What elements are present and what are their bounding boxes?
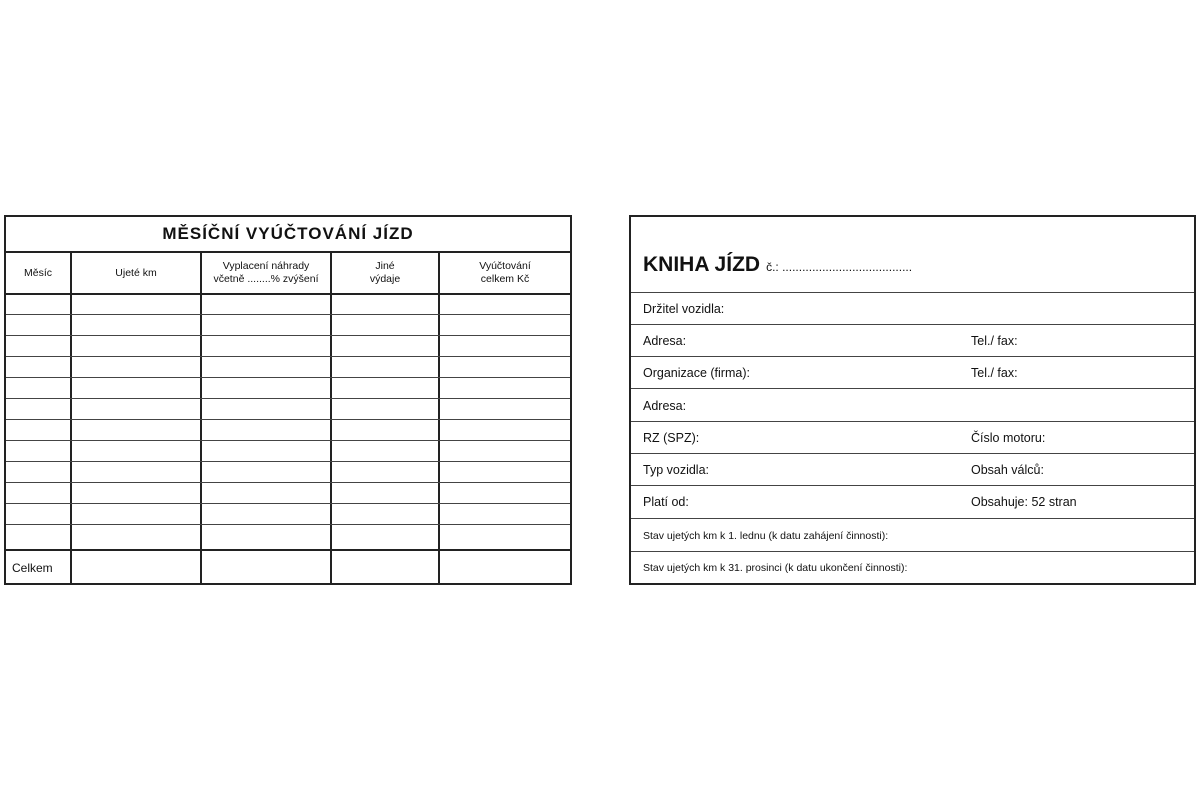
table-row xyxy=(6,335,570,336)
field-organization: Organizace (firma): xyxy=(643,366,750,380)
header-month-label: Měsíc xyxy=(23,266,52,279)
logbook-cover-form xyxy=(629,215,1196,585)
form-divider xyxy=(631,421,1194,422)
table-row xyxy=(6,356,570,357)
table-row xyxy=(6,461,570,462)
field-telfax-1: Tel./ fax: xyxy=(971,334,1018,348)
field-telfax-2: Tel./ fax: xyxy=(971,366,1018,380)
monthly-accounting-form xyxy=(4,215,572,585)
table-row xyxy=(6,503,570,504)
table-row xyxy=(6,377,570,378)
form-divider xyxy=(631,485,1194,486)
column-divider xyxy=(438,253,440,583)
header-compensation-line2: včetně ........% zvýšení xyxy=(213,273,319,285)
form-divider xyxy=(631,388,1194,389)
table-row xyxy=(6,440,570,441)
table-header xyxy=(6,253,570,295)
header-compensation-line1: Vyplacení náhrady xyxy=(222,260,310,272)
header-total xyxy=(440,253,570,293)
column-divider xyxy=(330,253,332,583)
form-divider xyxy=(631,518,1194,519)
table-row xyxy=(6,419,570,420)
field-address-2: Adresa: xyxy=(643,399,687,413)
total-label: Celkem xyxy=(12,561,53,575)
logbook-title-text: KNIHA JÍZD xyxy=(643,253,761,276)
form-divider xyxy=(631,356,1194,357)
logbook-number: č.: ....................................... xyxy=(766,260,913,274)
form-divider xyxy=(631,551,1194,552)
form-divider xyxy=(631,324,1194,325)
header-km-label: Ujeté km xyxy=(115,266,157,279)
field-address-1: Adresa: xyxy=(643,334,687,348)
field-holder: Držitel vozidla: xyxy=(643,302,725,316)
field-valid-from: Platí od: xyxy=(643,495,689,509)
header-compensation xyxy=(202,253,330,293)
column-divider xyxy=(200,253,202,583)
header-month xyxy=(6,253,70,293)
header-km xyxy=(72,253,200,293)
monthly-accounting-title: MĚSÍČNÍ VYÚČTOVÁNÍ JÍZD xyxy=(6,217,570,253)
field-rz: RZ (SPZ): xyxy=(643,431,700,445)
field-km-start: Stav ujetých km k 1. lednu (k datu zahájení činnosti): xyxy=(643,530,889,542)
table-row xyxy=(6,314,570,315)
header-other-line1: Jiné xyxy=(375,260,395,272)
header-other-line2: výdaje xyxy=(369,273,401,285)
field-km-end: Stav ujetých km k 31. prosinci (k datu ukončení činnosti): xyxy=(643,562,908,574)
field-vehicle-type: Typ vozidla: xyxy=(643,463,710,477)
field-engine-number: Číslo motoru: xyxy=(971,431,1046,445)
logbook-title xyxy=(643,253,912,277)
form-divider xyxy=(631,453,1194,454)
table-row xyxy=(6,524,570,525)
field-cylinders: Obsah válců: xyxy=(971,463,1044,477)
header-other xyxy=(332,253,438,293)
column-divider xyxy=(70,253,72,583)
table-row xyxy=(6,398,570,399)
header-total-line2: celkem Kč xyxy=(480,273,530,285)
field-page-count: Obsahuje: 52 stran xyxy=(971,495,1077,509)
form-divider xyxy=(631,292,1194,293)
total-row-divider xyxy=(6,549,570,551)
header-total-line1: Vyúčtování xyxy=(479,260,531,272)
table-row xyxy=(6,482,570,483)
